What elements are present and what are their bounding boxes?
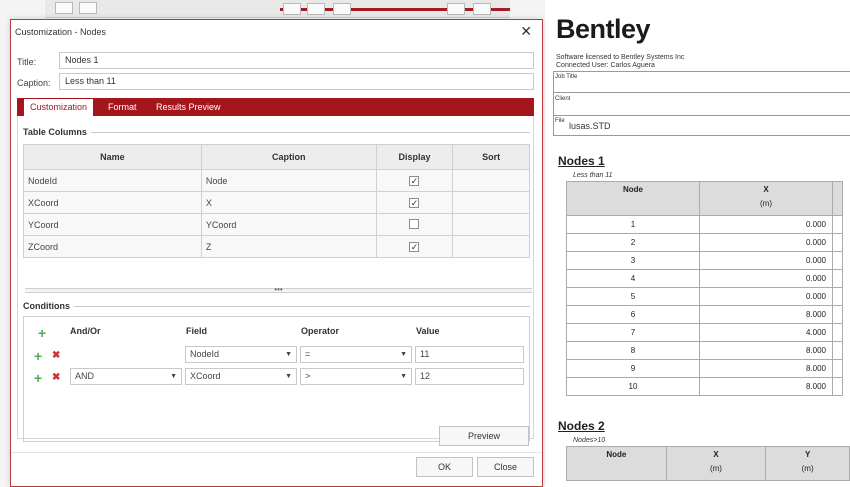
file-value: lusas.STD bbox=[569, 121, 611, 131]
columns-row[interactable] bbox=[24, 236, 530, 258]
report-heading-text: Nodes bbox=[558, 154, 599, 168]
report-x-cell: 0.000 bbox=[700, 288, 833, 306]
report-row bbox=[567, 252, 843, 270]
columns-table bbox=[23, 144, 530, 258]
report-row bbox=[567, 360, 843, 378]
column-display-cell bbox=[376, 236, 453, 258]
caption-field[interactable]: Less than 11 bbox=[59, 73, 534, 90]
report-cut-cell bbox=[833, 360, 843, 378]
background-toolbar-button bbox=[473, 3, 491, 15]
operator-select-value: = bbox=[305, 349, 311, 359]
display-checkbox[interactable] bbox=[409, 219, 419, 229]
customization-dialog bbox=[10, 19, 543, 487]
header-rule bbox=[553, 92, 850, 93]
chevron-down-icon: ▼ bbox=[285, 351, 292, 358]
background-toolbar-button bbox=[79, 2, 97, 14]
column-sort-cell[interactable] bbox=[453, 170, 530, 192]
column-caption-cell[interactable]: YCoord bbox=[201, 214, 376, 236]
operator-select[interactable] bbox=[300, 368, 412, 385]
report-header-text: X bbox=[763, 185, 769, 194]
background-toolbar-button bbox=[55, 2, 73, 14]
report-node-cell: 7 bbox=[567, 324, 700, 342]
field-header: Field bbox=[186, 326, 208, 336]
report-x-cell: 0.000 bbox=[700, 234, 833, 252]
column-name-cell[interactable]: YCoord bbox=[24, 214, 202, 236]
report-row bbox=[567, 378, 843, 396]
report-node-cell: 10 bbox=[567, 378, 700, 396]
ok-button[interactable]: OK bbox=[416, 457, 473, 477]
value-field[interactable]: 11 bbox=[415, 346, 524, 363]
operator-header: Operator bbox=[301, 326, 340, 336]
report-node-cell: 6 bbox=[567, 306, 700, 324]
table-columns-title: Table Columns bbox=[23, 127, 91, 137]
report-heading-text: Nodes bbox=[558, 419, 599, 433]
column-header-sort[interactable]: Sort bbox=[453, 145, 530, 170]
report-header-unit: (m) bbox=[801, 464, 814, 473]
background-toolbar bbox=[45, 0, 510, 18]
column-sort-cell[interactable] bbox=[453, 236, 530, 258]
report-x-cell: 8.000 bbox=[700, 306, 833, 324]
add-condition-icon[interactable]: + bbox=[38, 325, 47, 341]
footer-divider bbox=[11, 452, 542, 453]
report-node-cell: 9 bbox=[567, 360, 700, 378]
column-sort-cell[interactable] bbox=[453, 214, 530, 236]
tab-customization[interactable]: Customization bbox=[23, 98, 94, 116]
report-x-cell: 0.000 bbox=[700, 270, 833, 288]
columns-row[interactable] bbox=[24, 192, 530, 214]
report-header-y bbox=[766, 447, 850, 481]
report-node-cell: 4 bbox=[567, 270, 700, 288]
background-toolbar-button bbox=[333, 3, 351, 15]
report-header-x bbox=[666, 447, 766, 481]
columns-row[interactable] bbox=[24, 214, 530, 236]
value-field[interactable]: 12 bbox=[415, 368, 524, 385]
header-rule bbox=[553, 135, 850, 136]
columns-row[interactable] bbox=[24, 170, 530, 192]
report-node-cell: 5 bbox=[567, 288, 700, 306]
caption-label: Caption: bbox=[17, 78, 51, 88]
report-row bbox=[567, 306, 843, 324]
column-name-cell[interactable]: XCoord bbox=[24, 192, 202, 214]
add-condition-icon[interactable]: + bbox=[34, 370, 43, 386]
report-node-cell: 8 bbox=[567, 342, 700, 360]
bentley-logo: Bentley bbox=[556, 14, 651, 44]
display-checkbox[interactable]: ✓ bbox=[410, 241, 419, 252]
column-display-cell bbox=[376, 214, 453, 236]
close-icon[interactable]: ✕ bbox=[520, 23, 532, 39]
report-table-1-subtitle: Less than 11 bbox=[573, 172, 613, 179]
grid-splitter[interactable] bbox=[25, 285, 532, 294]
report-header-cut bbox=[833, 182, 843, 216]
report-node-cell: 3 bbox=[567, 252, 700, 270]
operator-select-value: > bbox=[305, 371, 311, 381]
report-header-unit: (m) bbox=[709, 464, 722, 473]
column-name-cell[interactable]: ZCoord bbox=[24, 236, 202, 258]
report-header-text: Node bbox=[606, 450, 627, 459]
title-field[interactable]: Nodes 1 bbox=[59, 52, 534, 69]
report-table-2 bbox=[566, 446, 850, 481]
report-x-cell: 0.000 bbox=[700, 216, 833, 234]
report-x-cell: 8.000 bbox=[700, 378, 833, 396]
add-condition-icon[interactable]: + bbox=[34, 348, 43, 364]
report-cut-cell bbox=[833, 342, 843, 360]
column-header-caption[interactable]: Caption bbox=[201, 145, 376, 170]
tab-format[interactable]: Format bbox=[108, 102, 137, 112]
report-header-node bbox=[567, 447, 667, 481]
header-rule bbox=[553, 71, 554, 136]
title-label: Title: bbox=[17, 57, 37, 67]
tab-bar bbox=[17, 98, 534, 116]
report-row bbox=[567, 216, 843, 234]
delete-condition-icon[interactable]: ✖ bbox=[52, 372, 61, 383]
value-header: Value bbox=[416, 326, 440, 336]
report-x-cell: 0.000 bbox=[700, 252, 833, 270]
header-rule bbox=[553, 71, 850, 72]
report-table-1 bbox=[566, 181, 843, 396]
client-label: Client bbox=[555, 96, 571, 102]
connected-user-text: Connected User: Carlos Aguera bbox=[556, 62, 655, 69]
report-heading-number: 1 bbox=[598, 154, 605, 168]
report-row bbox=[567, 288, 843, 306]
andor-header: And/Or bbox=[70, 326, 101, 336]
report-cut-cell bbox=[833, 216, 843, 234]
background-toolbar-button bbox=[283, 3, 301, 15]
file-label: File bbox=[555, 118, 565, 124]
operator-select[interactable] bbox=[300, 346, 412, 363]
report-row bbox=[567, 234, 843, 252]
report-table-1-heading bbox=[558, 154, 605, 168]
background-toolbar-button bbox=[447, 3, 465, 15]
display-checkbox[interactable]: ✓ bbox=[410, 197, 419, 208]
report-heading-number: 2 bbox=[598, 419, 605, 433]
column-caption-cell[interactable]: X bbox=[201, 192, 376, 214]
license-text: Software licensed to Bentley Systems Inc bbox=[556, 54, 685, 61]
report-cut-cell bbox=[833, 378, 843, 396]
delete-condition-icon[interactable]: ✖ bbox=[52, 350, 61, 361]
dialog-title: Customization - Nodes bbox=[15, 27, 107, 37]
preview-button[interactable]: Preview bbox=[439, 426, 529, 446]
report-cut-cell bbox=[833, 288, 843, 306]
chevron-down-icon: ▼ bbox=[170, 373, 177, 380]
section-divider bbox=[23, 132, 530, 133]
andor-select[interactable] bbox=[70, 368, 182, 385]
report-x-cell: 4.000 bbox=[700, 324, 833, 342]
close-button[interactable]: Close bbox=[477, 457, 534, 477]
report-node-cell: 2 bbox=[567, 234, 700, 252]
field-select[interactable] bbox=[185, 346, 297, 363]
field-select[interactable] bbox=[185, 368, 297, 385]
chevron-down-icon: ▼ bbox=[285, 373, 292, 380]
column-header-name[interactable]: Name bbox=[24, 145, 202, 170]
chevron-down-icon: ▼ bbox=[400, 373, 407, 380]
andor-select-value: AND bbox=[75, 371, 95, 381]
tab-results-preview[interactable]: Results Preview bbox=[156, 102, 221, 112]
conditions-box bbox=[23, 316, 530, 442]
report-header-text: X bbox=[713, 450, 719, 459]
report-cut-cell bbox=[833, 324, 843, 342]
column-caption-cell[interactable]: Z bbox=[201, 236, 376, 258]
report-table-2-subtitle: Nodes>10 bbox=[573, 437, 606, 444]
conditions-title: Conditions bbox=[23, 301, 74, 311]
chevron-down-icon: ▼ bbox=[400, 351, 407, 358]
display-checkbox[interactable]: ✓ bbox=[410, 175, 419, 186]
report-cut-cell bbox=[833, 234, 843, 252]
field-select-value: NodeId bbox=[190, 349, 220, 359]
section-divider bbox=[23, 306, 530, 307]
job-title-label: Job Title bbox=[555, 74, 578, 80]
column-header-display[interactable]: Display bbox=[376, 145, 453, 170]
report-table-2-heading bbox=[558, 419, 605, 433]
report-x-cell: 8.000 bbox=[700, 342, 833, 360]
report-row bbox=[567, 270, 843, 288]
report-row bbox=[567, 324, 843, 342]
report-cut-cell bbox=[833, 270, 843, 288]
report-cut-cell bbox=[833, 252, 843, 270]
column-display-cell bbox=[376, 170, 453, 192]
report-preview bbox=[549, 0, 850, 487]
report-header-text: Node bbox=[623, 185, 643, 194]
report-node-cell: 1 bbox=[567, 216, 700, 234]
column-display-cell bbox=[376, 192, 453, 214]
header-rule bbox=[553, 115, 850, 116]
report-row bbox=[567, 342, 843, 360]
report-cut-cell bbox=[833, 306, 843, 324]
report-header-unit: (m) bbox=[760, 199, 772, 208]
report-header-node bbox=[567, 182, 700, 216]
column-sort-cell[interactable] bbox=[453, 192, 530, 214]
column-caption-cell[interactable]: Node bbox=[201, 170, 376, 192]
report-header-text: Y bbox=[804, 450, 811, 459]
report-header-x bbox=[700, 182, 833, 216]
column-name-cell[interactable]: NodeId bbox=[24, 170, 202, 192]
report-x-cell: 8.000 bbox=[700, 360, 833, 378]
splitter-grip-icon: ••• bbox=[274, 285, 283, 294]
background-toolbar-button bbox=[307, 3, 325, 15]
field-select-value: XCoord bbox=[190, 371, 221, 381]
